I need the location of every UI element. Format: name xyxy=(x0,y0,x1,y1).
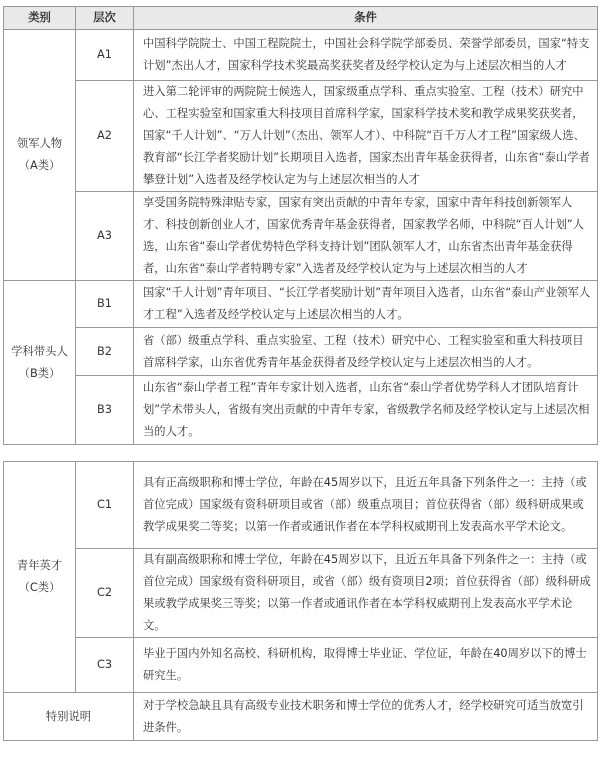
category-cell-a xyxy=(4,30,76,281)
header-category: 类别 xyxy=(4,7,76,30)
condition-cell: 享受国务院特殊津贴专家，国家有突出贡献的中青年专家，国家中青年科技创新领军人才、科技创新创业人才，国家优秀青年基金获得者，国家教学名师，中科院“百人计划”人选，山东省“泰山学者优势特色学科支持计划”团队领军人才，山东省杰出青年基金获得者，山东省“泰山学者特聘专家”入选者及经学校认定为与上述层次相当的人才 xyxy=(134,192,598,281)
condition-cell: 中国科学院院士、中国工程院院士，中国社会科学院学部委员、荣誉学部委员，国家“特支计划”杰出人才，国家科学技术奖最高奖获奖者及经学校认定为与上述层次相当的人才 xyxy=(134,30,598,81)
category-name: 青年英才 xyxy=(16,559,63,572)
category-name: 学科带头人 xyxy=(11,344,68,358)
header-condition: 条件 xyxy=(134,7,598,30)
category-cell-b xyxy=(4,281,76,445)
condition-cell: 省（部）级重点学科、重点实验室、工程（技术）研究中心、工程实验室和重大科技项目首席科学家，山东省优秀青年基金获得者及经学校认定与上述层次相当的人才。 xyxy=(134,328,598,376)
table-row xyxy=(4,638,598,693)
category-code: （A类） xyxy=(18,159,61,172)
category-code: （C类） xyxy=(18,581,61,594)
table-row xyxy=(4,328,598,376)
level-cell: C3 xyxy=(76,638,134,693)
table-row xyxy=(4,192,598,281)
table-row xyxy=(4,281,598,328)
level-cell: C1 xyxy=(76,462,134,549)
talent-table-part2 xyxy=(3,461,598,741)
level-cell: A1 xyxy=(76,30,134,81)
table-row xyxy=(4,549,598,638)
level-cell: B1 xyxy=(76,281,134,328)
level-cell: A3 xyxy=(76,192,134,281)
table-header-row xyxy=(4,7,598,30)
category-name: 领军人物 xyxy=(16,137,63,150)
condition-cell: 毕业于国内外知名高校、科研机构，取得博士毕业证、学位证，年龄在40周岁以下的博士研究生。 xyxy=(134,638,598,693)
category-code: （B类） xyxy=(18,366,61,380)
special-note-text: 对于学校急缺且具有高级专业技术职务和博士学位的优秀人才，经学校研究可适当放宽引进条件。 xyxy=(134,693,598,741)
condition-cell: 山东省“泰山学者工程”青年专家计划入选者，山东省“泰山学者优势学科人才团队培育计划”学术带头人，省级有突出贡献的中青年专家，省级教学名师及经学校认定与上述层次相当的人才。 xyxy=(134,376,598,445)
talent-table-part1 xyxy=(3,6,598,445)
level-cell: C2 xyxy=(76,549,134,638)
level-cell: A2 xyxy=(76,81,134,192)
table-row xyxy=(4,30,598,81)
condition-cell: 具有正高级职称和博士学位，年龄在45周岁以下，且近五年具备下列条件之一：主持（或首位完成）国家级有资科研项目或省（部）级重点项目；首位获得省（部）级科研成果或教学成果奖二等奖；以第一作者或通讯作者在本学科权威期刊上发表高水平学术论文。 xyxy=(134,462,598,549)
special-note-label: 特别说明 xyxy=(4,693,134,741)
table-row xyxy=(4,81,598,192)
category-cell-c xyxy=(4,462,76,693)
table-row xyxy=(4,376,598,445)
special-note-row xyxy=(4,693,598,741)
level-cell: B3 xyxy=(76,376,134,445)
condition-cell: 进入第二轮评审的两院院士候选人，国家级重点学科、重点实验室、工程（技术）研究中心、工程实验室和国家重大科技项目首席科学家，国家科学技术奖和教学成果奖获奖者，国家“千人计划”、“万人计划”（杰出、领军人才）、中科院“百千万人才工程”国家级人选、教育部“长江学者奖励计划”长期项目入选者，国家杰出青年基金获得者，山东省“泰山学者攀登计划”入选者及经学校认定为与上述层次相当的人才 xyxy=(134,81,598,192)
header-level: 层次 xyxy=(76,7,134,30)
condition-cell: 具有副高级职称和博士学位，年龄在45周岁以下，且近五年具备下列条件之一：主持（或首位完成）国家级有资科研项目，或省（部）级有资项目2项；首位获得省（部）级科研成果或教学成果奖三等奖；以第一作者或通讯作者在本学科权威期刊上发表高水平学术论文。 xyxy=(134,549,598,638)
condition-cell: 国家“千人计划”青年项目、“长江学者奖励计划”青年项目入选者，山东省“泰山产业领军人才工程”入选者及经学校认定与上述层次相当的人才。 xyxy=(134,281,598,328)
level-cell: B2 xyxy=(76,328,134,376)
table-row xyxy=(4,462,598,549)
